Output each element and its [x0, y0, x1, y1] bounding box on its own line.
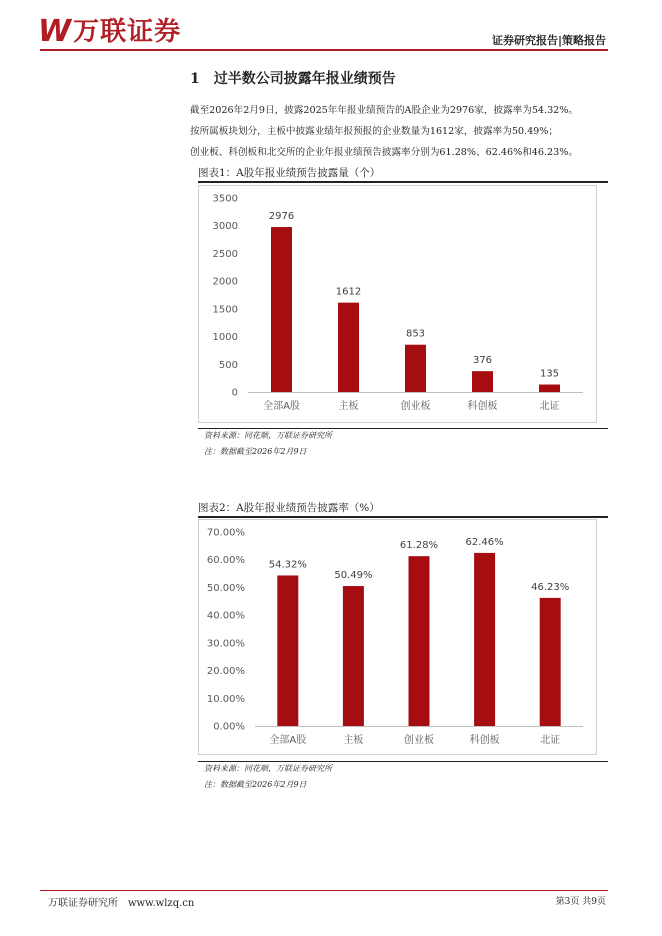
x-tick-label: 科创板 [469, 735, 500, 746]
paragraph-line: 按所属板块划分，主板中披露业绩年报预报的企业数量为1612家，披露率为50.49%； [190, 126, 558, 137]
figure1-title: 图表1：A股年报业绩预告披露量（个） [198, 167, 381, 179]
data-label: 46.23% [531, 581, 570, 593]
bar [472, 371, 493, 392]
y-tick-label: 30.00% [206, 638, 245, 650]
figure2-title: 图表2：A股年报业绩预告披露率（%） [198, 502, 380, 514]
chart-frame [199, 520, 597, 755]
data-label: 2976 [268, 211, 295, 223]
figure1-note: 注：数据截至2026年2月9日 [204, 447, 307, 456]
y-tick-label: 500 [218, 359, 238, 371]
y-tick-label: 60.00% [206, 555, 245, 567]
bar [409, 556, 430, 726]
x-tick-label: 科创板 [467, 401, 498, 412]
x-tick-label: 主板 [338, 401, 359, 412]
y-tick-label: 50.00% [206, 582, 245, 594]
x-tick-label: 主板 [343, 735, 364, 746]
y-tick-label: 10.00% [206, 693, 245, 705]
y-tick-label: 3500 [212, 193, 238, 205]
header-divider [40, 49, 608, 51]
paragraph-line: 创业板、科创板和北交所的企业年报业绩预告披露率分别为61.28%、62.46%和46.23%。 [190, 147, 578, 158]
data-label: 1612 [335, 286, 362, 298]
x-tick-label: 北证 [540, 735, 561, 746]
bar [338, 303, 359, 392]
bar [539, 385, 560, 392]
bar [277, 575, 298, 726]
y-tick-label: 0.00% [213, 721, 245, 733]
bar [540, 598, 561, 726]
x-tick-label: 北证 [539, 401, 560, 412]
x-tick-label: 创业板 [400, 401, 431, 412]
figure1-bottom-rule [198, 428, 608, 429]
y-tick-label: 40.00% [206, 610, 245, 622]
logo-text: 万联证券 [73, 17, 182, 47]
data-label: 54.32% [268, 559, 307, 571]
data-label: 853 [405, 328, 426, 340]
x-tick-label: 全部A股 [263, 401, 300, 412]
section-number: 1 [190, 71, 200, 87]
body-paragraph [190, 100, 610, 163]
bar [343, 586, 364, 726]
figure2-top-rule [198, 516, 608, 518]
report-type: 证券研究报告|策略报告 [491, 34, 606, 47]
y-tick-label: 0 [231, 387, 238, 399]
y-tick-label: 1500 [212, 304, 238, 316]
data-label: 50.49% [334, 570, 373, 582]
x-tick-label: 全部A股 [269, 735, 307, 746]
figure1-chart [198, 185, 608, 427]
footer-left [48, 894, 194, 909]
y-tick-label: 2000 [212, 276, 238, 288]
figure2-bottom-rule [198, 761, 608, 762]
data-label: 62.46% [465, 536, 504, 548]
chart-frame [199, 186, 597, 423]
footer-org: 万联证券研究所 [48, 898, 118, 909]
y-tick-label: 1000 [212, 332, 238, 344]
bar [271, 227, 292, 392]
y-tick-label: 20.00% [206, 666, 245, 678]
company-logo [38, 16, 181, 48]
data-label: 135 [539, 368, 560, 380]
bar [405, 345, 426, 392]
figure2-chart [198, 519, 608, 759]
footer-divider [40, 890, 608, 891]
section-heading [190, 68, 396, 88]
figure1-top-rule [198, 181, 608, 183]
bar [474, 553, 495, 726]
y-tick-label: 70.00% [206, 527, 245, 539]
footer-url: www.wlzq.cn [128, 898, 195, 909]
y-tick-label: 3000 [212, 221, 238, 233]
page-number: 第3页 共9页 [555, 897, 606, 907]
x-tick-label: 创业板 [404, 735, 434, 746]
figure2-source: 资料来源：同花顺，万联证券研究所 [204, 764, 332, 773]
figure2-note: 注：数据截至2026年2月9日 [204, 780, 307, 789]
y-tick-label: 2500 [212, 248, 238, 260]
logo-mark: W [38, 14, 70, 49]
figure1-source: 资料来源：同花顺，万联证券研究所 [204, 431, 332, 440]
paragraph-line: 截至2026年2月9日，披露2025年年报业绩预告的A股企业为2976家，披露率为54.32%。 [190, 105, 578, 116]
data-label: 376 [472, 355, 493, 367]
data-label: 61.28% [399, 540, 439, 552]
section-title: 过半数公司披露年报业绩预告 [213, 71, 396, 87]
